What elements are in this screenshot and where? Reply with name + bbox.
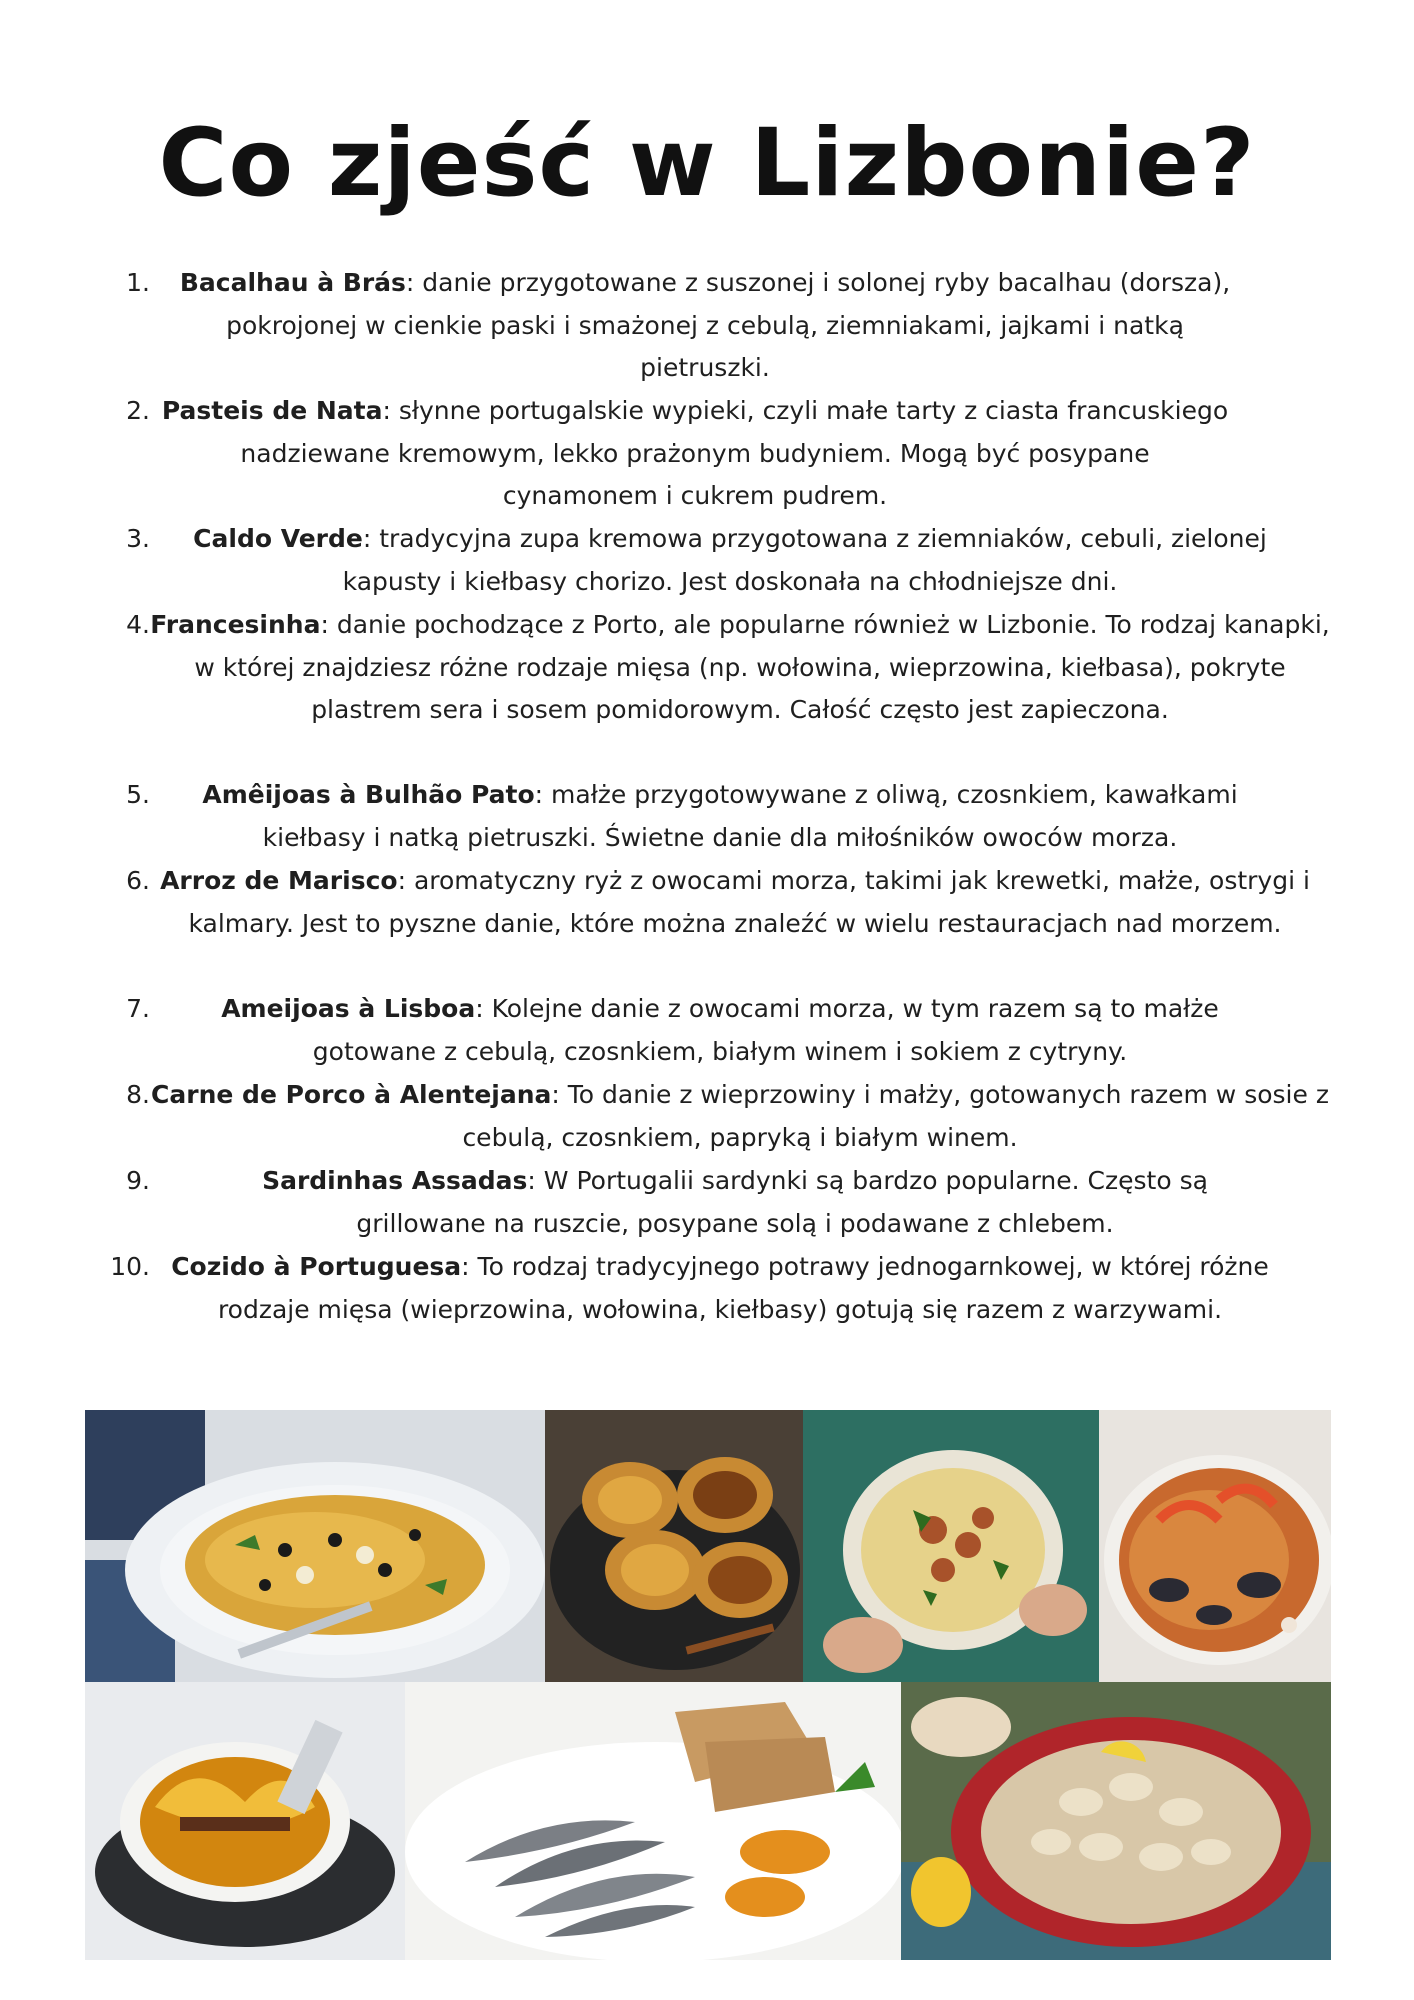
ameijoas-photo (901, 1682, 1331, 1960)
dish-description: : danie przygotowane z suszonej i solonej ryby bacalhau (dorsza), pokrojonej w cienkie paski i smażonej z cebulą, ziemniakami, jajkami i natką pietruszki. (226, 268, 1231, 382)
list-item (110, 262, 1330, 390)
sardinhas-photo (405, 1682, 901, 1960)
item-number: 4. (126, 610, 150, 639)
list-item (110, 518, 1330, 604)
dish-description: : Kolejne danie z owocami morza, w tym razem są to małże gotowane z cebulą, czosnkiem, białym winem i sokiem z cytryny. (312, 994, 1219, 1066)
dish-name: Caldo Verde (193, 524, 363, 553)
dish-name: Amêijoas à Bulhão Pato (202, 780, 535, 809)
item-number: 7. (126, 994, 150, 1023)
dish-name: Sardinhas Assadas (262, 1166, 528, 1195)
francesinha-photo (85, 1682, 405, 1960)
dish-description: : To rodzaj tradycyjnego potrawy jednogarnkowej, w której różne rodzaje mięsa (wieprzowina, wołowina, kiełbasy) gotują się razem z warzywami. (217, 1252, 1269, 1324)
bacalhau-photo (85, 1410, 545, 1682)
item-number: 1. (126, 268, 150, 297)
list-item (110, 604, 1330, 774)
dish-description: : aromatyczny ryż z owocami morza, takimi jak krewetki, małże, ostrygi i kalmary. Jest to pyszne danie, które można znaleźć w wielu restauracjach nad morzem. (188, 866, 1310, 938)
dish-name: Bacalhau à Brás (179, 268, 406, 297)
item-number: 8. (126, 1080, 150, 1109)
list-item (110, 774, 1330, 860)
list-item (110, 1160, 1330, 1246)
list-item (110, 390, 1330, 518)
dish-name: Ameijoas à Lisboa (221, 994, 476, 1023)
dish-name: Pasteis de Nata (161, 396, 383, 425)
dish-name: Carne de Porco à Alentejana (151, 1080, 552, 1109)
list-item (110, 988, 1330, 1074)
item-number: 6. (126, 866, 150, 895)
list-item (110, 860, 1330, 988)
item-number: 5. (126, 780, 150, 809)
item-number: 3. (126, 524, 150, 553)
dish-list (110, 262, 1330, 1374)
dish-name: Cozido à Portuguesa (171, 1252, 462, 1281)
item-number: 9. (126, 1166, 150, 1195)
list-item (110, 1246, 1330, 1374)
dish-description: : To danie z wieprzowiny i małży, gotowanych razem w sosie z cebulą, czosnkiem, papryką i białym winem. (462, 1080, 1329, 1152)
dish-description: : W Portugalii sardynki są bardzo popularne. Często są grillowane na ruszcie, posypane solą i podawane z chlebem. (356, 1166, 1208, 1238)
pasteis-de-nata-photo (545, 1410, 803, 1682)
dish-description: : słynne portugalskie wypieki, czyli małe tarty z ciasta francuskiego nadziewane kremowym, lekko prażonym budyniem. Mogą być posypane cynamonem i cukrem pudrem. (240, 396, 1229, 510)
list-item (110, 1074, 1330, 1160)
caldo-verde-photo (803, 1410, 1099, 1682)
dish-name: Arroz de Marisco (160, 866, 398, 895)
dish-name: Francesinha (150, 610, 321, 639)
item-number: 2. (126, 396, 150, 425)
arroz-de-marisco-photo (1099, 1410, 1331, 1682)
dish-description: : tradycyjna zupa kremowa przygotowana z ziemniaków, cebuli, zielonej kapusty i kiełbasy chorizo. Jest doskonała na chłodniejsze dni. (342, 524, 1267, 596)
dish-description: : małże przygotowywane z oliwą, czosnkiem, kawałkami kiełbasy i natką pietruszki. Świetne danie dla miłośników owoców morza. (262, 780, 1238, 852)
page-title: Co zjeść w Lizbonie? (158, 109, 1256, 218)
item-number: 10. (110, 1252, 150, 1281)
dish-description: : danie pochodzące z Porto, ale popularne również w Lizbonie. To rodzaj kanapki, w której znajdziesz różne rodzaje mięsa (np. wołowina, wieprzowina, kiełbasa), pokryte plastrem sera i sosem pomidorowym. Całość często jest zapieczona. (194, 610, 1330, 724)
